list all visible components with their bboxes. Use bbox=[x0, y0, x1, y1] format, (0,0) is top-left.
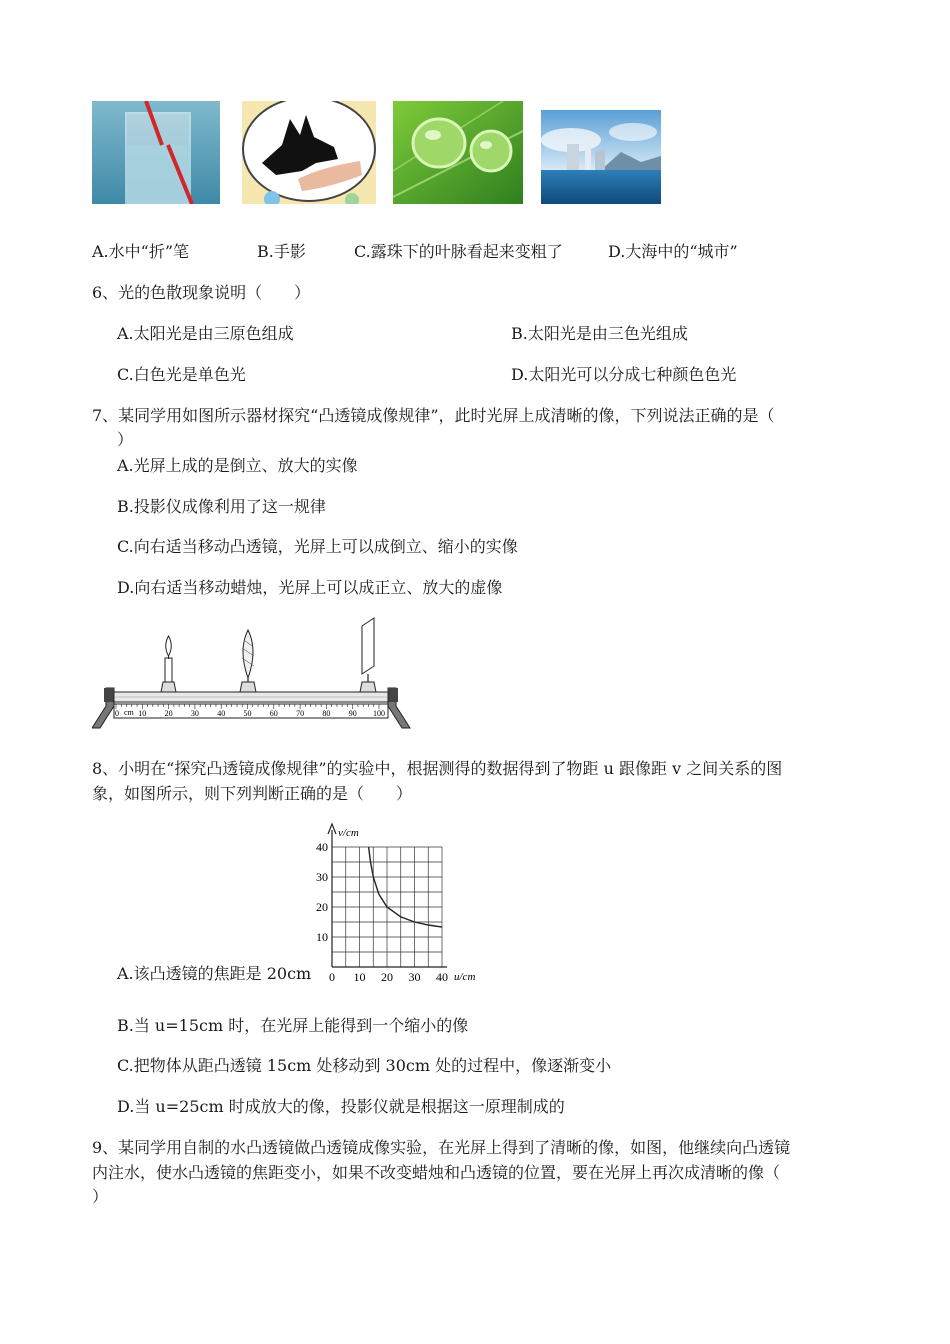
bench-tick-label: 20 bbox=[164, 709, 173, 718]
x-tick-label: 0 bbox=[329, 970, 335, 984]
photo-hand-shadow bbox=[242, 101, 376, 204]
q6-option-a: A.太阳光是由三原色组成 bbox=[117, 324, 294, 343]
photo-dewdrop-leaf bbox=[393, 101, 523, 204]
bench-tick-label: 10 bbox=[138, 709, 147, 718]
q9-stem-line1: 9、某同学用自制的水凸透镜做凸透镜成像实验，在光屏上得到了清晰的像，如图，他继续向凸透镜 bbox=[92, 1138, 791, 1157]
q8-option-b: B.当 u=15cm 时，在光屏上能得到一个缩小的像 bbox=[117, 1016, 469, 1035]
x-tick-label: 10 bbox=[353, 970, 366, 984]
uv-graph bbox=[310, 820, 490, 986]
light-screen bbox=[360, 618, 376, 692]
q7-stem-line1: 7、某同学用如图所示器材探究“凸透镜成像规律”，此时光屏上成清晰的像，下列说法正确的是（ bbox=[92, 406, 775, 425]
q7-stem-line2: ） bbox=[117, 430, 134, 449]
q6-option-b: B.太阳光是由三色光组成 bbox=[511, 324, 688, 343]
y-axis-label: v/cm bbox=[338, 827, 359, 839]
q5-option-d: D.大海中的“城市” bbox=[608, 242, 738, 261]
q7-option-c: C.向右适当移动凸透镜，光屏上可以成倒立、缩小的实像 bbox=[117, 537, 518, 556]
q5-option-b: B.手影 bbox=[257, 242, 306, 261]
bench-tick-label: 50 bbox=[243, 709, 252, 718]
bench-tick-label: 80 bbox=[322, 709, 331, 718]
bench-tick-label: 30 bbox=[190, 709, 199, 718]
q7-option-d: D.向右适当移动蜡烛，光屏上可以成正立、放大的虚像 bbox=[117, 578, 503, 597]
optical-bench-figure bbox=[92, 616, 412, 734]
bench-tick-label: 90 bbox=[348, 709, 357, 718]
x-tick-label: 40 bbox=[436, 970, 448, 984]
y-tick-label: 40 bbox=[316, 840, 328, 854]
q6-option-c: C.白色光是单色光 bbox=[117, 365, 246, 384]
convex-lens bbox=[240, 630, 256, 692]
y-tick-label: 10 bbox=[316, 930, 328, 944]
q5-option-a: A.水中“折”笔 bbox=[92, 242, 190, 261]
q5-option-c: C.露珠下的叶脉看起来变粗了 bbox=[354, 242, 563, 261]
bench-tick-label: 0 bbox=[115, 709, 119, 718]
q8-option-c: C.把物体从距凸透镜 15cm 处移动到 30cm 处的过程中，像逐渐变小 bbox=[117, 1056, 612, 1075]
q6-stem: 6、光的色散现象说明（ ） bbox=[92, 283, 311, 302]
candle bbox=[161, 636, 176, 692]
bench-tick-label: 60 bbox=[269, 709, 278, 718]
x-tick-label: 20 bbox=[381, 970, 393, 984]
bench-tick-label: 100 bbox=[373, 709, 385, 718]
y-tick-label: 20 bbox=[316, 900, 328, 914]
photo-sea-mirage bbox=[541, 110, 661, 204]
bench-unit-label: cm bbox=[124, 708, 134, 717]
uv-curve bbox=[369, 847, 442, 927]
x-tick-label: 30 bbox=[408, 970, 421, 984]
bench-tick-label: 40 bbox=[217, 709, 226, 718]
q7-option-a: A.光屏上成的是倒立、放大的实像 bbox=[117, 456, 358, 475]
q8-option-a: A.该凸透镜的焦距是 20cm bbox=[117, 964, 312, 983]
q8-stem-line1: 8、小明在“探究凸透镜成像规律”的实验中，根据测得的数据得到了物距 u 跟像距 v 之间关系的图 bbox=[92, 759, 783, 778]
photo-pencil-in-water bbox=[92, 101, 220, 204]
q9-stem-line2: 内注水，使水凸透镜的焦距变小，如果不改变蜡烛和凸透镜的位置，要在光屏上再次成清晰的像（ bbox=[92, 1163, 781, 1182]
bench-tick-label: 70 bbox=[296, 709, 305, 718]
y-tick-label: 30 bbox=[316, 870, 328, 884]
q8-option-d: D.当 u=25cm 时成放大的像，投影仪就是根据这一原理制成的 bbox=[117, 1097, 565, 1116]
q7-option-b: B.投影仪成像利用了这一规律 bbox=[117, 497, 326, 516]
q9-stem-line3: ） bbox=[92, 1187, 109, 1206]
q6-option-d: D.太阳光可以分成七种颜色色光 bbox=[511, 365, 737, 384]
q8-stem-line2: 象，如图所示，则下列判断正确的是（ ） bbox=[92, 784, 413, 803]
x-axis-label: u/cm bbox=[454, 971, 476, 983]
